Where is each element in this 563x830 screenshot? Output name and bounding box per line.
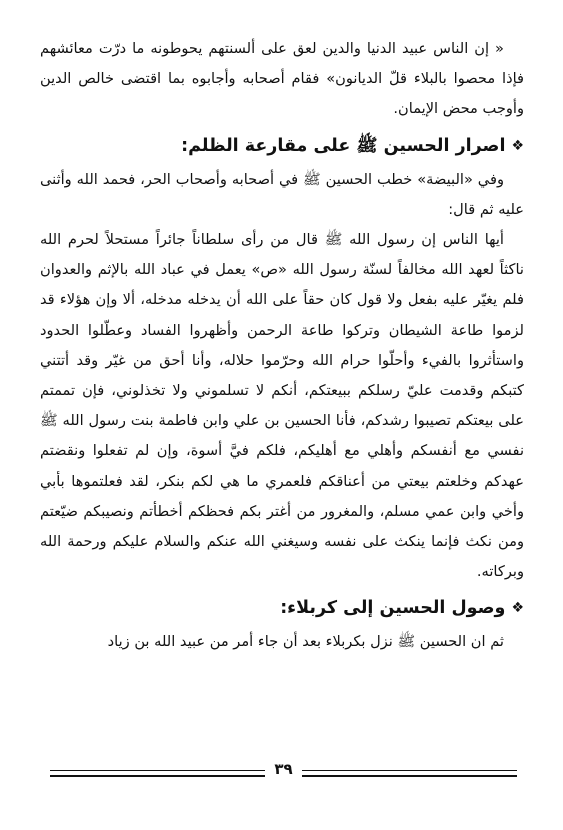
paragraph-3: أيها الناس إن رسول الله ﷺ قال من رأى سلطاناً جائراً مستحلاً لحرم الله ناكثاً لعهد الله مخالفاً لسنّة رسول الله «ص» يعمل في عباد الله بالإثم والعدوان فلم يغيّر عليه بفعل ولا قول كان حقاً على الله أن يدخله مدخله، ألا وإن هؤلاء قد لزموا طاعة الشيطان وتركوا طاعة الرحمن وأظهروا الفساد وعطّلوا الحدود واستأثروا بالفيء وأحلّوا حرام الله وحرّموا حلاله، وأنا أحق من غيّر وقد أتتني كتبكم وقدمت عليّ رسلكم ببيعتكم، أنكم لا تسلموني ولا تخذلوني، فإن تممتم على بيعتكم تصيبوا رشدكم، فأنا الحسين بن علي وابن فاطمة بنت رسول الله ﷺ نفسي مع أنفسكم وأهلي مع أهليكم، فلكم فيَّ أسوة، وإن لم تفعلوا ونقضتم عهدكم وخلعتم بيعتي من أعناقكم فلعمري ما هي لكم بنكر، لقد فعلتموها بأبي وأخي وابن عمي مسلم، والمغرور من أغتر بكم فحظكم أخطأتم ونصيبكم ضيّعتم ومن نكث فإنما ينكث على نفسه وسيغني الله عنكم والسلام عليكم ورحمة الله وبركاته. (40, 231, 524, 581)
page-body (40, 34, 524, 658)
paragraph-2: وفي «البيضة» خطب الحسين ﷺ في أصحابه وأصحاب الحر، فحمد الله وأثنى عليه ثم قال: (40, 170, 524, 218)
page-footer (50, 760, 517, 790)
footer-rule-right (302, 770, 517, 777)
paragraph-4: ثم ان الحسين ﷺ نزل بكربلاء بعد أن جاء أمر من عبيد الله بن زياد (107, 633, 504, 651)
page-number: ٣٩ (274, 760, 293, 778)
diamond-bullet-icon: ❖ (511, 600, 524, 617)
section-heading-2 (40, 591, 524, 625)
section-heading-1 (40, 129, 524, 163)
diamond-bullet-icon: ❖ (511, 137, 524, 154)
section-heading-1-text: اصرار الحسين ﷺ على مقارعة الظلم: (181, 135, 506, 156)
section-heading-2-text: وصول الحسين إلى كربلاء: (280, 598, 506, 619)
paragraph-1: « إن الناس عبيد الدنيا والدين لعق على ألسنتهم يحوطونه ما درّت معائشهم فإذا محصوا بالبلاء قلّ الديانون» فقام أصحابه وأجابوه بما اقتضى خالص الدين وأوجب محض الإيمان. (40, 40, 524, 118)
